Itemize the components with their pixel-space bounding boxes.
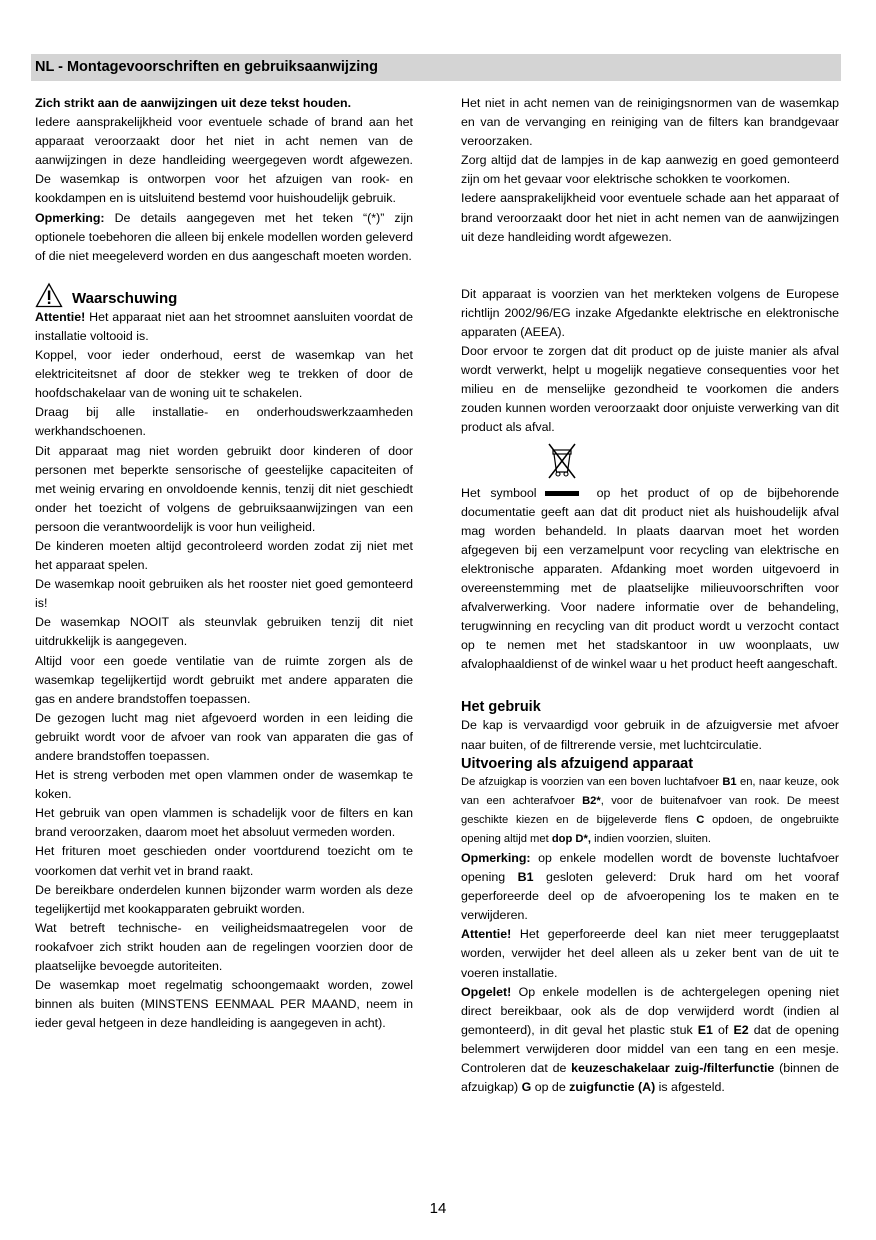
note2-label: Opmerking: bbox=[461, 851, 531, 865]
exhaust-paragraph: De afzuigkap is voorzien van een boven luchtafvoer B1 en, naar keuze, ook van een achterafvoer B2*, voor de buitenafvoer van rook. De meest geschikte kiezen en de bijgeleverde flens C opdoen, de ongebruikte opening altijd met dop D*, indien voorzien, sluiten. bbox=[461, 775, 840, 845]
section-title: NL - Montagevoorschriften en gebruiksaanwijzing bbox=[35, 59, 378, 75]
exhaust-heading: Uitvoering als afzuigend apparaat bbox=[461, 755, 694, 772]
attention2-paragraph: Attentie! Het geperforeerde deel kan niet meer teruggeplaatst worden, verwijder het deel alleen als u zeker bent van de uit te voeren installatie. bbox=[461, 927, 839, 980]
warning-paragraph: De wasemkap nooit gebruiken als het rooster niet goed gemonteerd is! bbox=[35, 577, 413, 611]
caution-label: Opgelet! bbox=[461, 984, 512, 999]
intro-text: Iedere aansprakelijkheid voor eventuele schade of brand aan het apparaat veroorzaakt door het niet in acht nemen van de aanwijzingen in deze handleiding weergegeven wordt afgewezen. De wasemkap is ontworpen voor het afzuigen van rook- en kookdampen en is uitsluitend bestemd voor huishoudelijk gebruik. bbox=[35, 115, 413, 206]
warning-paragraph: Het is streng verboden met open vlammen onder de wasemkap te koken. bbox=[35, 768, 413, 802]
left-column bbox=[35, 94, 413, 1033]
note2-paragraph: Opmerking: op enkele modellen wordt de bovenste luchtafvoer opening B1 gesloten geleverd: Druk hard om het vooraf geperforeerde deel op de afvoeropening los te maken en te verwijderen. bbox=[461, 851, 839, 923]
attention2-label: Attentie! bbox=[461, 927, 512, 942]
maintenance-paragraph: Het niet in acht nemen van de reinigingsnormen van de wasemkap en van de vervanging en reiniging van de filters kan brandgevaar veroorzaken. bbox=[461, 96, 839, 149]
warning-heading bbox=[35, 275, 413, 308]
maintenance-paragraph: Iedere aansprakelijkheid voor eventuele schade aan het apparaat of brand veroorzaakt door het niet in acht nemen van de aanwijzingen uit deze handleiding wordt afgewezen. bbox=[461, 191, 839, 244]
weee-symbol-row bbox=[461, 438, 839, 484]
use-heading: Het gebruik bbox=[461, 699, 541, 716]
warning-paragraph: Koppel, voor ieder onderhoud, eerst de wasemkap van het elektriciteitsnet af door de stekker weg te trekken of door de hoofdschakelaar van de woning uit te schakelen. bbox=[35, 348, 413, 401]
note-label: Opmerking: bbox=[35, 210, 105, 225]
attention-paragraph: Attentie! Het apparaat niet aan het stroomnet aansluiten voordat de installatie voltooid is. bbox=[35, 309, 413, 343]
warning-title: Waarschuwing bbox=[72, 289, 178, 307]
warning-paragraph: Altijd voor een goede ventilatie van de ruimte zorgen als de wasemkap tegelijkertijd wordt gebruikt met andere apparaten die gas en andere brandstoffen toepassen. bbox=[35, 653, 413, 706]
attention-label: Attentie! bbox=[35, 309, 86, 324]
weee-paragraph: Door ervoor te zorgen dat dit product op de juiste manier als afval wordt verwerkt, helpt u mogelijk negatieve consequenties voor het milieu en de menselijke gezondheid te voorkomen die anders zouden kunnen worden veroorzaakt door onjuiste verwerking van dit product als afval. bbox=[461, 344, 839, 435]
use-paragraph: De kap is vervaardigd voor gebruik in de afzuigversie met afvoer naar buiten, of de filtrerende versie, met luchtcirculatie. bbox=[461, 718, 839, 752]
section-header bbox=[31, 54, 841, 81]
warning-paragraph: Draag bij alle installatie- en onderhoudswerkzaamheden werkhandschoenen. bbox=[35, 405, 413, 439]
maintenance-paragraph: Zorg altijd dat de lampjes in de kap aanwezig en goed gemonteerd zijn om het gevaar voor elektrische schokken te voorkomen. bbox=[461, 153, 839, 187]
weee-paragraph: Dit apparaat is voorzien van het merkteken volgens de Europese richtlijn 2002/96/EG inzake Afgedankte elektrische en elektronische apparaten (AEEA). bbox=[461, 286, 839, 339]
warning-paragraph: Het gebruik van open vlammen is schadelijk voor de filters en kan brand veroorzaken, daarom moet het absoluut vermeden worden. bbox=[35, 806, 413, 840]
symbol-bar-icon bbox=[545, 491, 579, 496]
warning-paragraph: Wat betreft technische- en veiligheidsmaatregelen voor de rookafvoer zich strikt houden aan de regelingen voorzien door de plaatselijke bevoegde autoriteiten. bbox=[35, 920, 413, 974]
symbol-paragraph: Het symbool op het product of op de bijbehorende documentatie geeft aan dat dit product niet als huishoudelijk afval mag worden behandeld. In plaats daarvan moet het worden afgegeven bij een verzamelpunt voor recycling van elektrische en elektronische apparaten. Afdanking moet worden uitgevoerd in overeenstemming met de plaatselijke milieuvoorschriften voor afvalverwerking. Voor nadere informatie over de behandeling, terugwinning en recycling van dit product wordt u verzocht contact op te nemen met het stadskantoor in uw woonplaats, uw afvalophaaldienst of de winkel waar u het product heeft aangeschaft. bbox=[461, 485, 839, 672]
intro-heading: Zich strikt aan de aanwijzingen uit deze tekst houden. bbox=[35, 96, 352, 110]
crossed-bin-icon bbox=[541, 440, 583, 482]
warning-paragraph: De bereikbare onderdelen kunnen bijzonder warm worden als deze tegelijkertijd met kookapparaten gebruikt worden. bbox=[35, 882, 413, 916]
warning-paragraph: De wasemkap NOOIT als steunvlak gebruiken tenzij dit niet uitdrukkelijk is aangegeven. bbox=[35, 615, 413, 649]
note-paragraph: Opmerking: De details aangegeven met het teken “(*)” zijn optionele toebehoren die alleen bij enkele modellen worden geleverd of die niet meegeleverd worden en dus aangeschaft moeten worden. bbox=[35, 210, 413, 263]
caution-paragraph: Opgelet! Op enkele modellen is de achtergelegen opening niet direct bereikbaar, ook als de dop verwijderd wordt (indien al gemonteerd), in dit geval het plastic stuk E1 of E2 dat de opening belemmert verwijderen door middel van een tang en een mesje. Controleren dat de keuzeschakelaar zuig-/filterfunctie (binnen de afzuigkap) G op de zuigfunctie (A) is afgesteld. bbox=[461, 984, 840, 1095]
page-number: 14 bbox=[429, 1200, 447, 1217]
right-column bbox=[461, 94, 839, 1097]
warning-paragraph: De wasemkap moet regelmatig schoongemaakt worden, zowel binnen als buiten (MINSTENS EENMAAL PER MAAND, neem in ieder geval hetgeen in deze handleiding is aangegeven in acht). bbox=[35, 978, 413, 1031]
warning-paragraph: Dit apparaat mag niet worden gebruikt door kinderen of door personen met beperkte sensorische of geestelijke capaciteiten of met weinig ervaring en onvoldoende kennis, tenzij dit niet geschiedt onder het toezicht of volgens de gebruiksaanwijzingen van een persoon die verantwoordelijk is voor hun veiligheid. bbox=[35, 443, 413, 534]
warning-paragraph: Het frituren moet geschieden onder voortdurend toezicht om te voorkomen dat verhit vet in brand raakt. bbox=[35, 844, 413, 878]
warning-paragraph: De gezogen lucht mag niet afgevoerd worden in een leiding die gebruikt wordt voor de afvoer van rook van apparaten die gas of andere brandstoffen toepassen. bbox=[35, 710, 413, 763]
warning-triangle-icon bbox=[35, 282, 63, 308]
warning-paragraph: De kinderen moeten altijd gecontroleerd worden zodat zij niet met het apparaat spelen. bbox=[35, 538, 413, 573]
